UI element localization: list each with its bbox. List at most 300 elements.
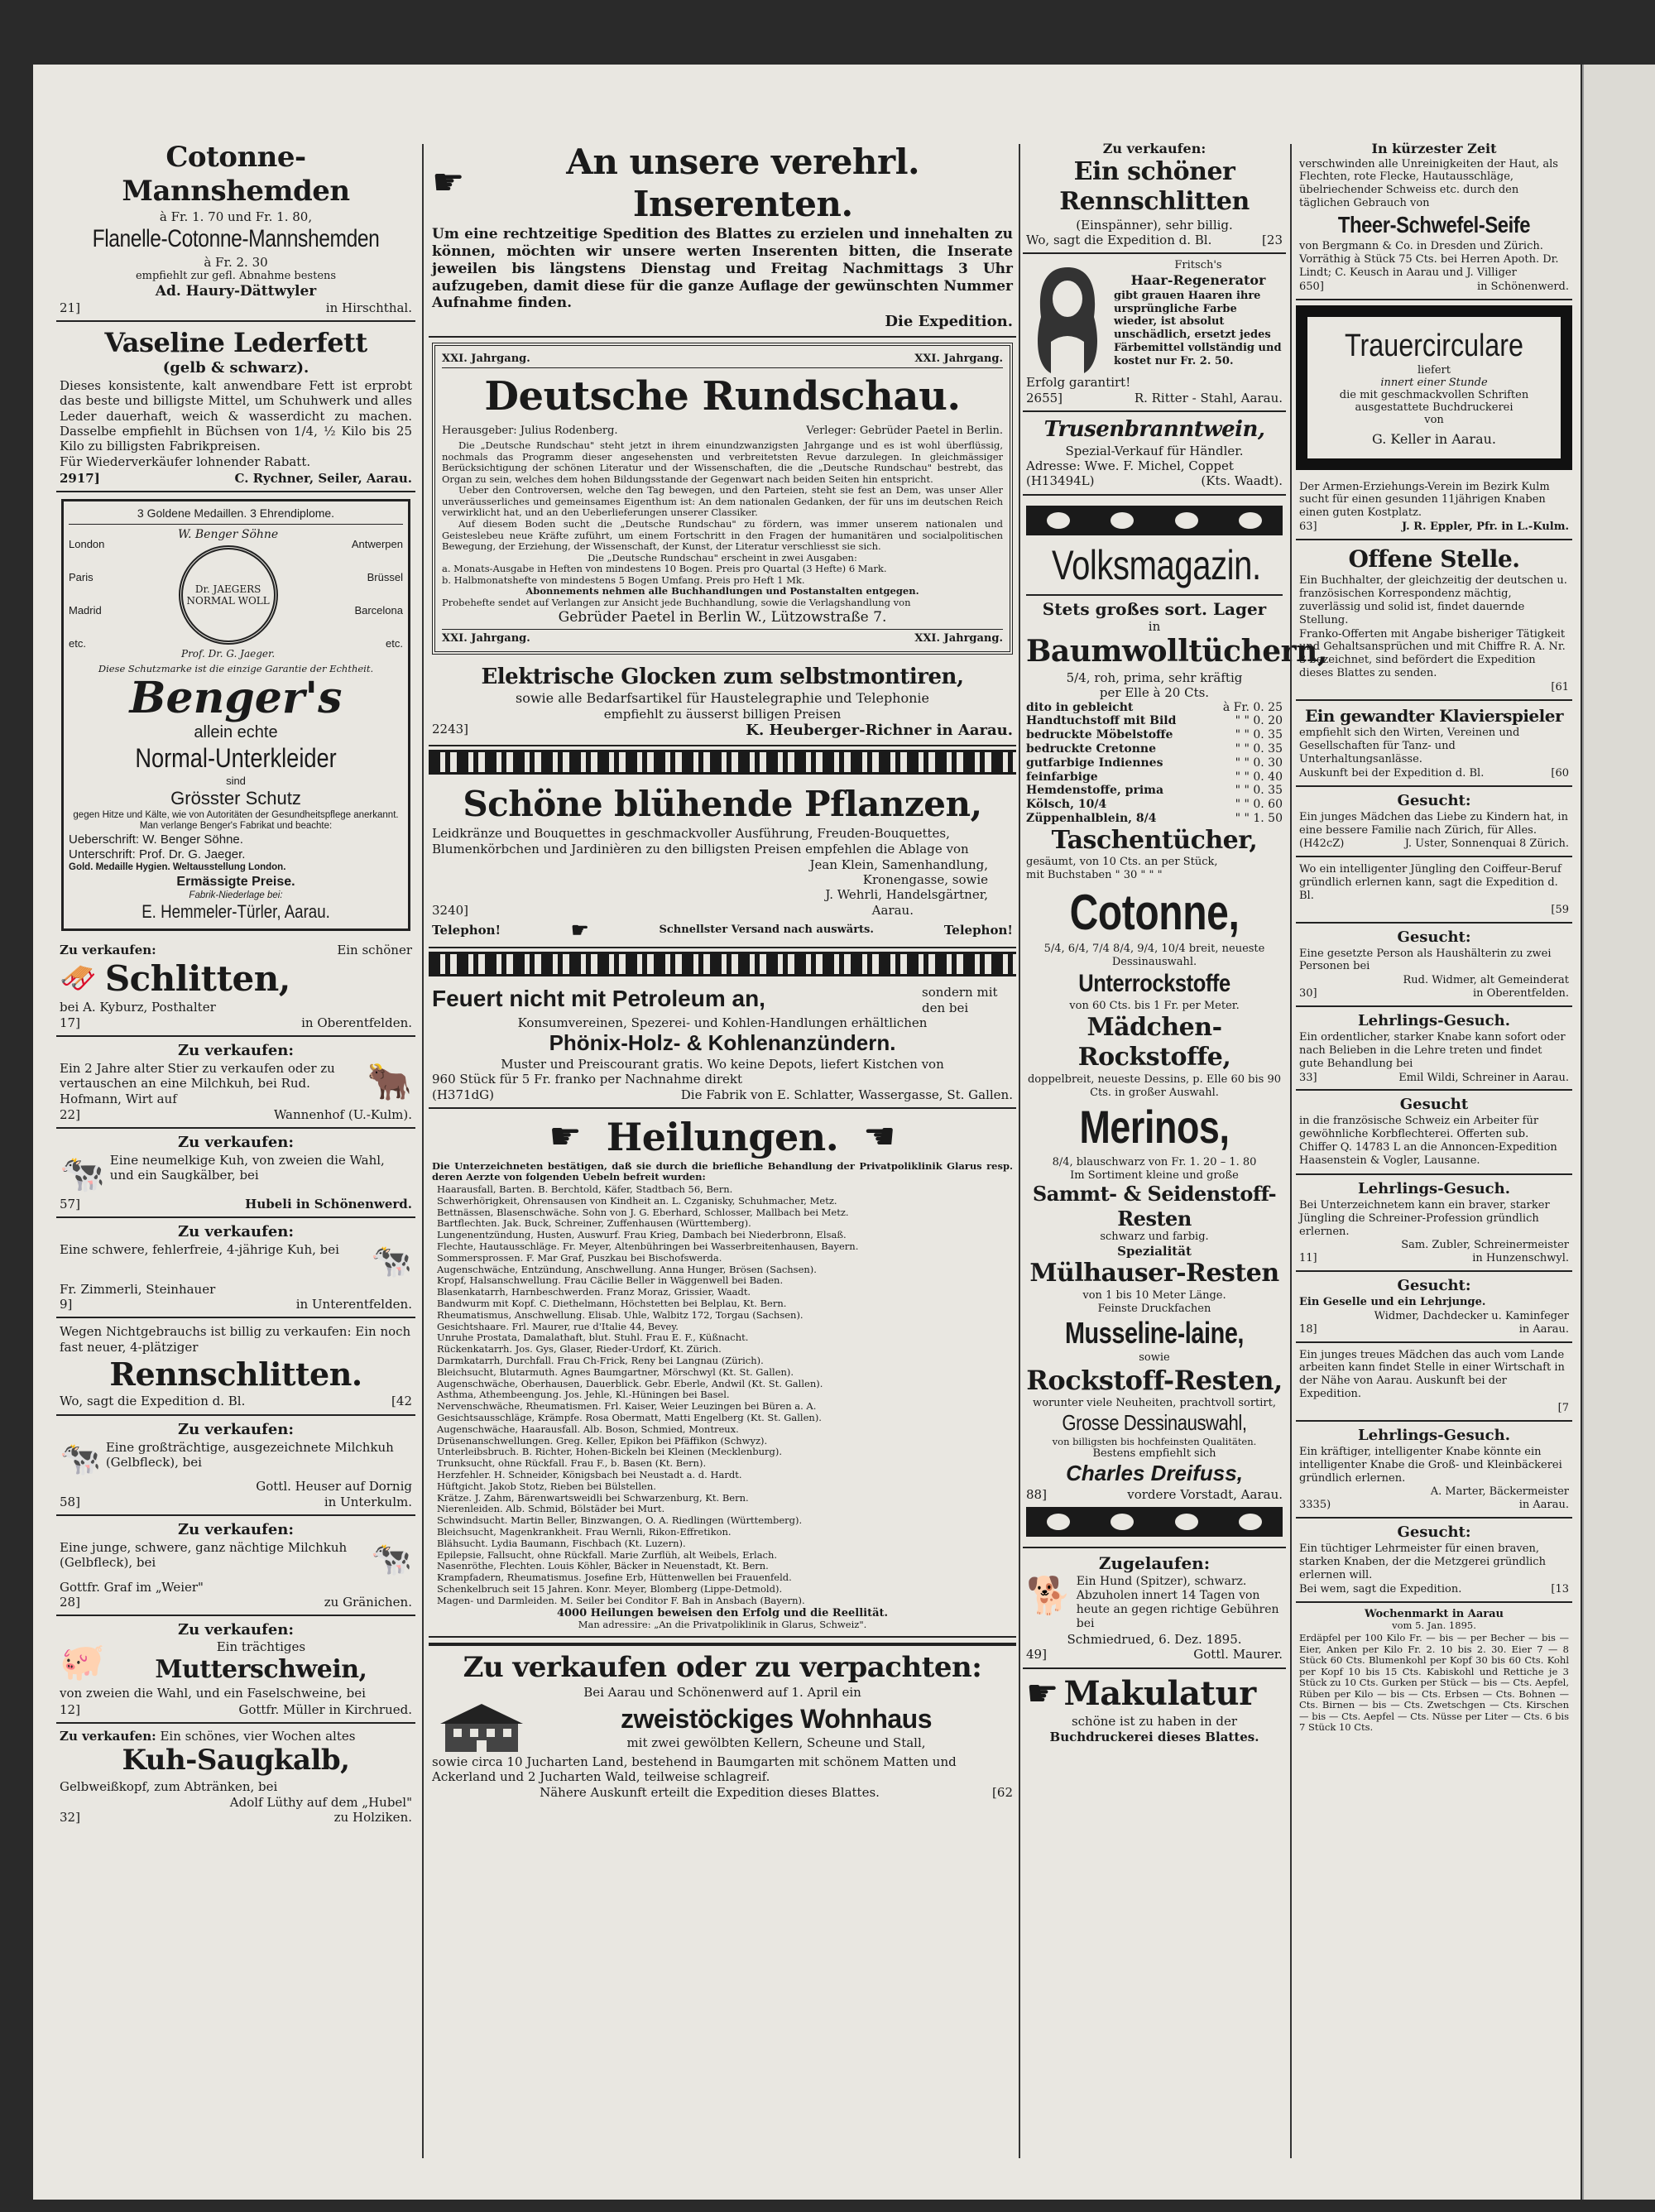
ad-headline: Schöne blühende Pflanzen, (463, 784, 982, 825)
ad-text: Fabrik-Niederlage bei: (189, 890, 283, 900)
ad-wohnhaus (429, 1643, 1016, 1806)
ad-text: von 1 bis 10 Meter Länge. (1082, 1288, 1226, 1302)
city: etc. (69, 636, 86, 650)
ad-lead: Zu verkaufen: (60, 1728, 156, 1744)
price-value: à Fr. 0. 25 (1222, 700, 1283, 714)
ad-text: Man verlange Benger's Fabrikat und beachte: (139, 821, 333, 832)
list-item: Sommersprossen. F. Mar Graf, Puszkau bei Bischofswerda. (437, 1251, 722, 1264)
ad-text: Unterschrift: Prof. Dr. G. Jaeger. (69, 847, 246, 862)
ad-text: Wo ein intelligenter Jüngling den Coiffeur-Beruf gründlich erlernen kann, sagt die Expedition d. Bl. (1299, 863, 1561, 902)
ad-text: Im Sortiment kleine und große (1070, 1168, 1239, 1182)
ad-headline: Haar-Regenerator (1130, 272, 1266, 289)
ad-text: Ein ordentlicher, starker Knabe kann sofort oder nach Belieben in die Lehre treten und findet gute Behandlung bei (1299, 1031, 1566, 1070)
volume-label: XXI. Jahrgang. (914, 353, 1003, 366)
notice-text: Um eine rechtzeitige Spedition des Blattes zu erzielen und innehalten zu können, möchten wir unsere werten Inserenten bitten, die Inserate jeweilen bis längstens Dienstag und Freitag Nachmittags 3 Uhr aufzugeben, damit diese für die ganze Auflage der gewünschten Nummer Aufnahme finden. (432, 226, 1013, 312)
ad-haar-regenerator (1023, 254, 1286, 412)
ad-headline: Schlitten, (104, 958, 290, 1000)
ad-firm: Ad. Haury-Dättwyler (155, 282, 317, 300)
ad-text: Verleger: Gebrüder Paetel in Berlin. (806, 425, 1003, 438)
house-icon (432, 1701, 531, 1754)
ad-number: [61 (1551, 681, 1569, 694)
market-report (1296, 1603, 1572, 1739)
ad-text: Ein Buchhalter, der gleichzeitig der deutschen u. französischen Korrespondenz mächtig, zuverlässig und solid ist, findet dauernde Stellung. (1299, 574, 1567, 626)
ad-subheadline: (gelb & schwarz). (162, 359, 309, 377)
ad-zugelaufen (1023, 1548, 1286, 1668)
pointing-hand-icon: ☛ (1026, 1672, 1059, 1715)
ad-text: 3 Goldene Medaillen. 3 Ehrendiplome. (69, 506, 403, 525)
ad-text: zu Holziken. (333, 1810, 412, 1826)
ad-kuh (56, 1129, 415, 1218)
city: Madrid (69, 604, 102, 617)
ad-firm: Buchdruckerei dieses Blattes. (1049, 1729, 1259, 1744)
ad-firm: K. Heuberger-Richner in Aarau. (746, 722, 1013, 740)
price-row (1026, 770, 1283, 785)
ad-headline: Heilungen. (606, 1114, 839, 1159)
list-item: Gesichtsausschläge, Krämpfe. Rosa Obermatt, Matti Engelberg (Kt. St. Gallen). (437, 1411, 822, 1423)
price-item: Hemdenstoffe, prima (1026, 784, 1164, 798)
ad-lehrling-3 (1296, 1422, 1572, 1519)
ad-text: Ein schöner (337, 942, 412, 957)
ad-text: zu Gränichen. (324, 1595, 412, 1610)
ad-klavierspieler (1296, 701, 1572, 787)
ad-number: [60 (1551, 766, 1569, 780)
price-row (1026, 798, 1283, 812)
volume-label: XXI. Jahrgang. (914, 631, 1003, 645)
ad-text: Wo, sagt die Expedition d. Bl. (1026, 233, 1212, 247)
ad-text: Eine gesetzte Person als Haushälterin zu zwei Personen bei (1299, 947, 1552, 973)
ad-text: bei (60, 1000, 79, 1015)
ad-haushaelterin (1296, 924, 1572, 1007)
ad-number: 9] (60, 1297, 73, 1312)
ad-text: schwarz und farbig. (1100, 1231, 1209, 1243)
ad-firm: Gebrüder Paetel in Berlin W., Lützowstraße 7. (558, 608, 887, 626)
ad-number: [62 (992, 1785, 1013, 1801)
list-item: Nierenleiden. Alb. Schmid, Bölstäder bei Murt. (437, 1503, 665, 1515)
ad-headline: Volksmagazin. (1052, 541, 1261, 588)
ad-text: Hubeli in Schönenwerd. (245, 1196, 412, 1212)
ad-text: Probehefte sendet auf Verlangen zur Ansicht jede Buchhandlung, sowie die Verlagshandlung von (442, 596, 911, 608)
ad-text: Eine großträchtige, ausgezeichnete Milchkuh (Gelbfleck), bei (105, 1439, 394, 1470)
ad-rennschlitten (56, 1318, 415, 1415)
signature: W. Benger Söhne (178, 528, 279, 542)
price-item: Handtuchstoff mit Bild (1026, 714, 1177, 728)
ad-text: Ein trächtiges (216, 1639, 306, 1655)
ad-firm: E. Hemmeler-Türler, Aarau. (142, 901, 330, 923)
ad-trauercirculare (1296, 305, 1572, 470)
ad-text: mit Buchstaben " 30 " " " (1026, 869, 1163, 882)
list-item: Bandwurm mit Kopf. C. Diethelmann, Höchstetten bei Belplau, Kt. Bern. (437, 1298, 787, 1309)
price-row (1026, 728, 1283, 742)
price-item: Züppenhalblein, 8/4 (1026, 812, 1157, 826)
ad-text: Adresse: Wwe. F. Michel, Coppet (1026, 458, 1234, 473)
ad-headline: Trauercirculare (1344, 328, 1523, 363)
ad-text: in Aarau. (1518, 1499, 1569, 1512)
ad-text: Auf diesem Boden sucht die „Deutsche Rundschau" zu fördern, was immer unserem nationalen und Geisteslebeu neue Kräfte zuführt, um einem Fortschritt in den Fragen der humanitären und socialpolitischen Bewegung, der Erziehung, der Wissenschaft, der Kunst, der Literatur verschliesst sie sich. (442, 518, 1003, 553)
list-item: Trunksucht, ohne Rückfall. Frau F., b. Basen (Kt. Bern). (437, 1457, 707, 1470)
ad-text: Ein Geselle und ein Lehrjunge. (1299, 1296, 1486, 1309)
price-item: Kölsch, 10/4 (1026, 798, 1107, 812)
ad-metzger (1296, 1519, 1572, 1602)
ad-cotonne (56, 136, 415, 322)
ad-headline: Makulatur (1063, 1673, 1256, 1713)
ad-text: sind (226, 775, 246, 788)
pointing-hand-icon: ☛ (432, 161, 465, 204)
price-value: " " 0. 35 (1235, 742, 1283, 756)
seal-icon (179, 545, 278, 645)
ad-text: in Unterentfelden. (295, 1297, 412, 1312)
list-item: Asthma, Athembeengung. Jos. Jehle, Kl.-Hüningen bei Basel. (437, 1389, 730, 1401)
list-item: Blähsucht. Lydia Baumann, Fischbach (Kt. Luzern). (437, 1537, 686, 1549)
ad-makulatur (1023, 1669, 1286, 1749)
sleigh-icon: 🛷 (60, 961, 97, 996)
list-item: Bartflechten. Jak. Buck, Schreiner, Zuffenhausen (Württemberg). (437, 1217, 751, 1230)
ad-text: Ein kräftiger, intelligenter Knabe könnte ein intelligenter Knabe die Groß- und Kleinbäckerei gründlich erlernen. (1299, 1445, 1562, 1485)
ad-text: empfiehlt zur gefl. Abnahme bestens (135, 270, 337, 283)
dog-icon: 🐕 (1026, 1574, 1072, 1617)
ad-number: (H42cZ) (1299, 837, 1345, 851)
list-item: Gesichtshaare. Frl. Maurer, rue d'Italie 44, Bevey. (437, 1320, 679, 1332)
list-item: Kropf, Halsanschwellung. Frau Cäcilie Beller in Wäggenwell bei Baden. (437, 1274, 784, 1287)
ad-lead: Lehrlings-Gesuch. (1358, 1179, 1510, 1197)
ad-text: Telephon! (943, 922, 1013, 938)
section-date: vom 5. Jan. 1895. (1392, 1619, 1476, 1632)
ad-text: Leidkränze und Bouquettes in geschmackvoller Ausführung, Freuden-Bouquettes, Blumenkörbchen und Jardinièren zu den billigsten Preisen empfehlen die Ablage von (432, 826, 969, 856)
cow-icon: 🐄 (60, 1439, 101, 1478)
ornament-border (1026, 506, 1283, 535)
city: Antwerpen (351, 538, 403, 551)
ad-text: Adolf Lüthy auf dem „Hubel" (229, 1794, 412, 1810)
ad-lead: Lehrlings-Gesuch. (1358, 1426, 1510, 1444)
ad-text: in Oberentfelden. (1472, 987, 1569, 1000)
ad-text: 5/4, 6/4, 7/4 8/4, 9/4, 10/4 breit, neueste Dessinauswahl. (1043, 943, 1265, 969)
price-row (1026, 812, 1283, 826)
ad-text: Eine junge, schwere, ganz nächtige Milchkuh (Gelbfleck), bei (60, 1539, 348, 1571)
ad-saugkalb (56, 1724, 415, 1831)
ad-text: Abonnements nehmen alle Buchhandlungen und Postanstalten entgegen. (525, 585, 919, 597)
list-item: Nasenröthe, Flechten. Louis Köhler, Bäcker in Neuenstadt, Kt. Bern. (437, 1560, 769, 1572)
ad-text: Bei Aarau und Schönenwerd auf 1. April ein (583, 1685, 861, 1701)
ad-headline: Mülhauser-Resten (1029, 1259, 1279, 1288)
ad-headline: Cotonne-Mannshemden (122, 141, 350, 209)
price-row (1026, 701, 1283, 715)
ad-text: (Kts. Waadt). (1201, 473, 1283, 489)
ad-text: Ueberschrift: W. Benger Söhne. (69, 832, 243, 847)
column-2 (429, 136, 1016, 2166)
ad-text: Ermässigte Preise. (176, 875, 295, 889)
cow-icon: 🐄 (60, 1153, 105, 1196)
ad-lead: Zugelaufen: (1098, 1553, 1211, 1574)
ad-text: Nähere Auskunft erteilt die Expedition dieses Blattes. (540, 1785, 880, 1801)
notice-inserenten (429, 136, 1016, 338)
ad-text: Ein junges treues Mädchen das auch vom Lande arbeiten kann findet Stelle in einer Wirtschaft in der Nähe von Aarau. Auskunft bei der Expedition. (1299, 1348, 1565, 1401)
ad-number: [59 (1551, 903, 1569, 916)
price-list (1026, 701, 1283, 826)
ad-text: schöne ist zu haben in der (1071, 1714, 1238, 1730)
ad-text: J. Uster, Sonnenquai 8 Zürich. (1404, 837, 1569, 851)
list-item: Lungenentzündung, Husten, Auswurf. Frau Krieg, Dambach bei Niederbronn, Elsaß. (437, 1229, 847, 1241)
ad-headline: Mädchen-Rockstoffe, (1077, 1012, 1231, 1072)
ad-text: Herausgeber: Julius Rodenberg. (442, 425, 618, 438)
ad-lead: Gesucht (1399, 1096, 1469, 1114)
ad-headline: Trusenbranntwein, (1043, 416, 1265, 442)
ad-text: Dieses konsistente, kalt anwendbare Fett ist erprobt das beste und billigste Mittel, um Schuhwerk und alles Leder dauerhaft, weich & wasserdicht zu machen. Dasselbe empfiehlt in Büchsen von 1/4, ½ Kilo bis 25 Kilo zu billigsten Fabrikpreisen. (60, 378, 412, 454)
ad-headline: Cotonne, (1069, 885, 1240, 941)
ad-text: Sam. Zubler, Schreinermeister (1401, 1239, 1569, 1252)
ad-text: Franko-Offerten mit Angabe bisheriger Tätigkeit und Gehaltsansprüchen und mit Chiffre R. A. Nr. 3 bezeichnet, sind befördert die Expedition dieses Blattes zu senden. (1299, 627, 1566, 680)
ad-text: von zweien die Wahl, und ein Faselschweine, bei (60, 1686, 366, 1701)
list-item: Epilepsie, Fallsucht, ohne Rückfall. Marie Zurflüh, alt Weibels, Erlach. (437, 1548, 778, 1561)
ad-number: 28] (60, 1595, 80, 1610)
ad-text: Emil Wildi, Schreiner in Aarau. (1398, 1071, 1569, 1084)
column-rule (422, 144, 424, 2158)
ad-headline: Elektrische Glocken zum selbstmontiren, (481, 664, 964, 689)
ad-firm: Charles Dreifuss, (1066, 1461, 1243, 1486)
price-row (1026, 756, 1283, 770)
list-item: Drüsenanschwellungen. Greg. Keller, Epikon bei Pfäffikon (Schwyz). (437, 1434, 768, 1447)
ad-text: Diese Schutzmarke ist die einzige Garantie der Echtheit. (98, 662, 374, 674)
list-item: Augenschwäche, Haarausfall. Alb. Boson, Schmied, Montreux. (437, 1423, 739, 1435)
ad-text: Eine neumelkige Kuh, von zweien die Wahl, und ein Saugkälber, bei (109, 1153, 385, 1183)
ad-phoenix (429, 980, 1016, 1109)
list-item: Schwerhörigkeit, Ohrensausen von Kindheit an. L. Czganisky, Schuhmacher, Metz. (437, 1194, 837, 1207)
ad-text: Gottfr. Müller in Kirchrued. (238, 1701, 412, 1717)
ad-text: Telephon! (432, 922, 501, 938)
ad-offene-stelle (1296, 540, 1572, 701)
column-rule (1019, 144, 1020, 2158)
ad-firm: J. Wehrli, Handelsgärtner, (825, 887, 988, 903)
list-item: Bleichsucht, Blutarmuth. Agnes Baumgartner, Mörschwyl (Kt. St. Gallen). (437, 1365, 794, 1378)
ad-text: Spezial-Verkauf für Händler. (1065, 443, 1244, 458)
ad-text: Für Wiederverkäufer lohnender Rabatt. (60, 454, 311, 470)
ad-text: Man adressire: „An die Privatpoliklinik in Glarus, Schweiz". (578, 1619, 867, 1631)
ad-number: 57] (60, 1196, 80, 1212)
ad-lead: Zu verkaufen: (60, 942, 156, 957)
ad-text: Gelbweißkopf, zum Abtränken, bei (60, 1778, 278, 1794)
ad-text: Spezialität (1117, 1243, 1192, 1259)
ad-lead: Gesucht: (1397, 791, 1471, 809)
ad-text: A. Kyburz, Posthalter (83, 1000, 216, 1015)
ad-number: 21] (60, 300, 80, 315)
ad-headline: Zu verkaufen oder zu verpachten: (463, 1650, 982, 1684)
ad-kuh-2 (56, 1218, 415, 1318)
ad-coiffeur (1296, 857, 1572, 923)
volume-label: XXI. Jahrgang. (442, 631, 530, 645)
list-item: Schenkelbruch seit 15 Jahren. Konr. Meyer, Blomberg (Lippe-Detmold). (437, 1582, 783, 1595)
ad-text: Schmiedrued, 6. Dez. 1895. (1067, 1631, 1242, 1647)
ornament-border (429, 750, 1016, 775)
ad-text: von (1424, 413, 1444, 426)
ad-lehrling-2 (1296, 1175, 1572, 1272)
ad-heilungen (429, 1109, 1016, 1638)
list-item: Nervenschwäche, Rheumatismen. Frl. Kaiser, Weier Leuzingen bei Büren a. A. (437, 1400, 817, 1413)
list-item: Unruhe Prostata, Damalathaft, blut. Stuhl. Frau E. F., Küßnacht. (437, 1332, 749, 1344)
ad-lead: Zu verkaufen: (177, 1420, 295, 1438)
ad-firm: Die Fabrik von E. Schlatter, Wassergasse, St. Gallen. (680, 1087, 1013, 1102)
ad-headline: Grösster Schutz (170, 787, 301, 809)
cow-icon: 🐄 (371, 1539, 412, 1578)
price-item: bedruckte Möbelstoffe (1026, 728, 1173, 742)
list-item: Rheumatismus, Anschwellung. Elisab. Uhle, Walbitz 172, Torgau (Sachsen). (437, 1308, 804, 1321)
adjacent-page-edge (1582, 65, 1655, 2200)
ad-number: [13 (1551, 1582, 1569, 1595)
ad-headline: Sammt- & Seidenstoff-Resten (1032, 1182, 1277, 1231)
ad-text: Ein 2 Jahre alter Stier zu verkaufen oder zu vertauschen an eine Milchkuh, bei Rud. Hofmann, Wirt auf (60, 1060, 335, 1106)
pointing-hand-icon: ☛ (549, 1115, 582, 1158)
ad-text: à Fr. 2. 30 (204, 254, 268, 270)
ad-text: liefert (1418, 363, 1451, 377)
ad-glocken (429, 660, 1016, 746)
ad-text: Rud. Widmer, alt Gemeinderat (1403, 974, 1569, 987)
ad-text: Erfolg garantirt! (1026, 375, 1131, 391)
ad-text: Der Armen-Erziehungs-Verein im Bezirk Kulm sucht für einen gesunden 11jährigen Knaben einen guten Kostplatz. (1299, 480, 1550, 520)
ad-vaseline (56, 322, 415, 492)
ad-number: 17] (60, 1015, 80, 1030)
ad-text: von billigsten bis hochfeinsten Qualitäten. (1052, 1435, 1257, 1447)
ornament-border (429, 952, 1016, 976)
price-value: " " 0. 20 (1235, 714, 1283, 728)
city-list-left (69, 538, 104, 650)
ad-lead: In kürzester Zeit (1371, 141, 1497, 156)
ad-number: [23 (1262, 233, 1283, 247)
ad-korbflechter (1296, 1091, 1572, 1174)
ad-text: Die „Deutsche Rundschau" erscheint in zwei Ausgaben: (588, 551, 857, 564)
ad-text: in Aarau. (1518, 1322, 1569, 1336)
ad-firm: G. Keller in Aarau. (1372, 430, 1496, 447)
list-item: Augenschwäche, Oberhausen, Dauerblick. Gebr. Eberle, Andwil (Kt. St. Gallen). (437, 1377, 823, 1389)
list-item: Krätze. J. Zahm, Bärenwartsweidli bei Schwarzenburg, Kt. Bern. (437, 1491, 749, 1504)
list-item: Rückenkatarrh. Jos. Gys, Glaser, Rieder-Urdorf, Kt. Zürich. (437, 1343, 722, 1356)
ad-text: verschwinden alle Unreinigkeiten der Haut, als Flechten, rote Flecke, Hautausschläge, übelriechender Schweiss etc. durch den täglichen Gebrauch von (1299, 157, 1558, 210)
ad-number: 22] (60, 1106, 80, 1122)
ad-text: gibt grauen Haaren ihre ursprüngliche Farbe wieder, ist absolut unschädlich, ersetzt jedes Färbemittel vollständig und kostet nur Fr. 2. 50. (1114, 289, 1282, 367)
ad-text: Konsumvereinen, Spezerei- und Kohlen-Handlungen erhältlichen (517, 1015, 928, 1030)
list-item: Schwindsucht. Martin Beller, Binzwangen, O. A. Riedlingen (Württemberg). (437, 1514, 803, 1527)
ad-text: Wo, sagt die Expedition d. Bl. (60, 1394, 246, 1409)
ad-number: (H13494L) (1026, 473, 1095, 489)
city: Paris (69, 571, 94, 584)
ad-number: [42 (391, 1394, 412, 1409)
ad-text: gegen Hitze und Kälte, wie von Autoritäten der Gesundheitspflege anerkannt. (73, 809, 399, 820)
ad-number: 3240] (432, 902, 469, 918)
column-rule (1290, 144, 1292, 2158)
ad-number: [7 (1557, 1402, 1569, 1415)
ad-lead: Zu verkaufen: (177, 1134, 295, 1152)
ad-headline: Baumwolltüchern, (1026, 634, 1327, 669)
ad-lead: Zu verkaufen: (177, 1042, 295, 1060)
ad-text: Eine schwere, fehlerfreie, 4-jährige Kuh, bei (60, 1242, 339, 1258)
ad-headline: zweistöckiges Wohnhaus (620, 1704, 933, 1735)
ad-text: sondern mit den bei (922, 985, 998, 1015)
ad-text: Kronengasse, sowie (862, 872, 988, 888)
city: Barcelona (354, 604, 403, 617)
ad-headline: Deutsche Rundschau. (484, 373, 961, 420)
ad-number: 11] (1299, 1252, 1317, 1265)
price-row (1026, 714, 1283, 728)
ad-number: 88] (1026, 1486, 1047, 1502)
price-item: gutfarbige Indiennes (1026, 756, 1163, 770)
column-4 (1296, 136, 1572, 2166)
ad-text: Bei wem, sagt die Expedition. (1299, 1582, 1462, 1595)
ad-geselle (1296, 1272, 1572, 1343)
price-value: " " 0. 35 (1235, 784, 1283, 798)
ad-text: per Elle à 20 Cts. (1099, 685, 1210, 701)
ad-pflanzen (429, 778, 1016, 948)
market-prices: Erdäpfel per 100 Kilo Fr. — bis — per Becher — bis — Eier, Anken per Kilo Fr. 2. 10 bis 2. 30. Eier 7 — 8 Stück 60 Cts. Blumenkohl per Kopf 30 bis 60 Cts. Kohl per Kopf 10 bis 15 Cts. Kabiskohl und Rettiche je 3 Stück zu 10 Cts. Gurken per Stück — bis — Cts. Aepfel, Rüben per Kilo — bis — Cts. Erbsen — Cts. Bohnen — Cts. Birnen — bis — Cts. Zwetschgen — Cts. Kirschen — bis — Cts. Aepfel — Cts. Nüsse per Liter — Cts. 6 bis 7 Stück 10 Cts. (1299, 1631, 1569, 1734)
ad-text: in Oberentfelden. (301, 1015, 412, 1030)
city: etc. (386, 636, 403, 650)
ad-benger (61, 499, 410, 931)
ad-headline: Merinos, (1079, 1101, 1230, 1154)
seal-text: Dr. JAEGERS NORMAL WOLL (186, 583, 270, 607)
ad-maedchen-2 (1296, 1343, 1572, 1422)
ad-text: Gottl. Maurer. (1193, 1647, 1283, 1663)
ad-text: innert einer Stunde (1380, 376, 1488, 389)
list-item: Unterleibsbruch. B. Richter, Hohen-Bickeln bei Kleinen (Mecklenburg). (437, 1446, 782, 1458)
ad-headline: Unterrockstoffe (1078, 970, 1230, 998)
brand-logo: Benger's (129, 673, 343, 724)
ad-text: a. Monats-Ausgabe in Heften von mindestens 10 Bogen. Preis pro Quartal (3 Hefte) 6 Mark. (442, 563, 887, 575)
ad-text: von Bergmann & Co. in Dresden und Zürich. Vorräthig à Stück 75 Cts. bei Herren Apoth. Dr. Lindt; C. Keusch in Aarau und J. Villiger (1299, 240, 1559, 279)
signature: Prof. Dr. G. Jaeger. (181, 648, 276, 660)
trademark (178, 528, 278, 660)
ad-text: Bei Unterzeichnetem kann ein braver, starker Jüngling die Schreiner-Profession gründlich erlernen. (1299, 1198, 1550, 1238)
ad-text: à Fr. 1. 70 und Fr. 1. 80, (159, 209, 313, 224)
newspaper-page (33, 65, 1581, 2200)
ad-text: empfiehlt sich den Wirten, Vereinen und Gesellschaften für Tanz- und Unterhaltungsanlässe. (1299, 727, 1520, 765)
ad-number: 33] (1299, 1071, 1317, 1084)
notice-headline: An unsere verehrl. Inserenten. (566, 142, 920, 225)
ad-headline: Rockstoff-Resten, (1026, 1365, 1283, 1397)
ad-text: Auskunft bei der Expedition d. Bl. (1299, 766, 1485, 780)
ad-number: 2243] (432, 722, 469, 737)
list-item: Bettnässen, Blasenschwäche. Sohn von J. G. Eberhard, Schlosser, Mallbach bei Metz. (437, 1206, 849, 1218)
ad-number: 2917] (60, 470, 100, 486)
ad-headline: Grosse Dessinauswahl, (1062, 1410, 1247, 1436)
ad-lead: Zu verkaufen: (1102, 141, 1206, 156)
ad-text: b. Halbmonatshefte von mindestens 5 Bogen Umfang. Preis pro Heft 1 Mk. (442, 573, 805, 586)
ad-text: in Unterkulm. (324, 1494, 412, 1509)
ad-text: Schnellster Versand nach auswärts. (659, 923, 874, 936)
ad-text: sowie (1139, 1351, 1170, 1365)
ad-number: 30] (1299, 987, 1317, 1000)
list-item: Darmkatarrh, Durchfall. Frau Ch-Frick, Reny bei Langnau (Zürich). (437, 1354, 764, 1366)
price-value: " " 0. 60 (1235, 798, 1283, 812)
ad-text: in die französische Schweiz ein Arbeiter für gewöhnliche Korbflechterei. Offerten sub. Chiffer Q. 14783 L an die Annoncen-Expedition Haasenstein & Vogler, Lausanne. (1299, 1115, 1557, 1167)
ad-armenverein (1296, 475, 1572, 540)
list-item: Blasenkatarrh, Harnbeschwerden. Franz Moraz, Grissier, Waadt. (437, 1286, 751, 1298)
list-item: Augenschwäche, Entzündung, Anschwellung. Anna Hunger, Brösen (Sachsen). (437, 1263, 817, 1275)
price-value: " " 0. 35 (1235, 728, 1283, 742)
ad-firm: C. Rychner, Seiler, Aarau. (234, 470, 412, 486)
list-item: Herzfehler. H. Schneider, Königsbach bei Neustadt a. d. Hardt. (437, 1468, 742, 1480)
ad-headline: Taschentücher, (1051, 825, 1258, 855)
ad-text: empfiehlt zu äusserst billigen Preisen (603, 706, 842, 722)
ad-text: Widmer, Dachdecker u. Kaminfeger (1374, 1309, 1569, 1322)
ad-text: worunter viele Neuheiten, prachtvoll sortirt, (1032, 1397, 1277, 1410)
ad-rennschlitten-2 (1023, 136, 1286, 254)
ad-headline: Theer-Schwefel-Seife (1337, 211, 1531, 238)
woman-portrait-icon (1026, 259, 1109, 375)
ad-gesucht-maedchen (1296, 787, 1572, 858)
volume-label: XXI. Jahrgang. (442, 353, 530, 366)
price-row (1026, 784, 1283, 798)
ad-number: 63] (1299, 521, 1317, 534)
ad-trusenbranntwein (1023, 412, 1286, 496)
ad-headline: Ein gewandter Klavierspieler (1304, 705, 1564, 726)
ad-text: von 60 Cts. bis 1 Fr. per Meter. (1069, 999, 1240, 1012)
ad-text: mit zwei gewölbten Kellern, Scheune und Stall, (626, 1735, 926, 1751)
ad-milchkuh-2 (56, 1516, 415, 1616)
